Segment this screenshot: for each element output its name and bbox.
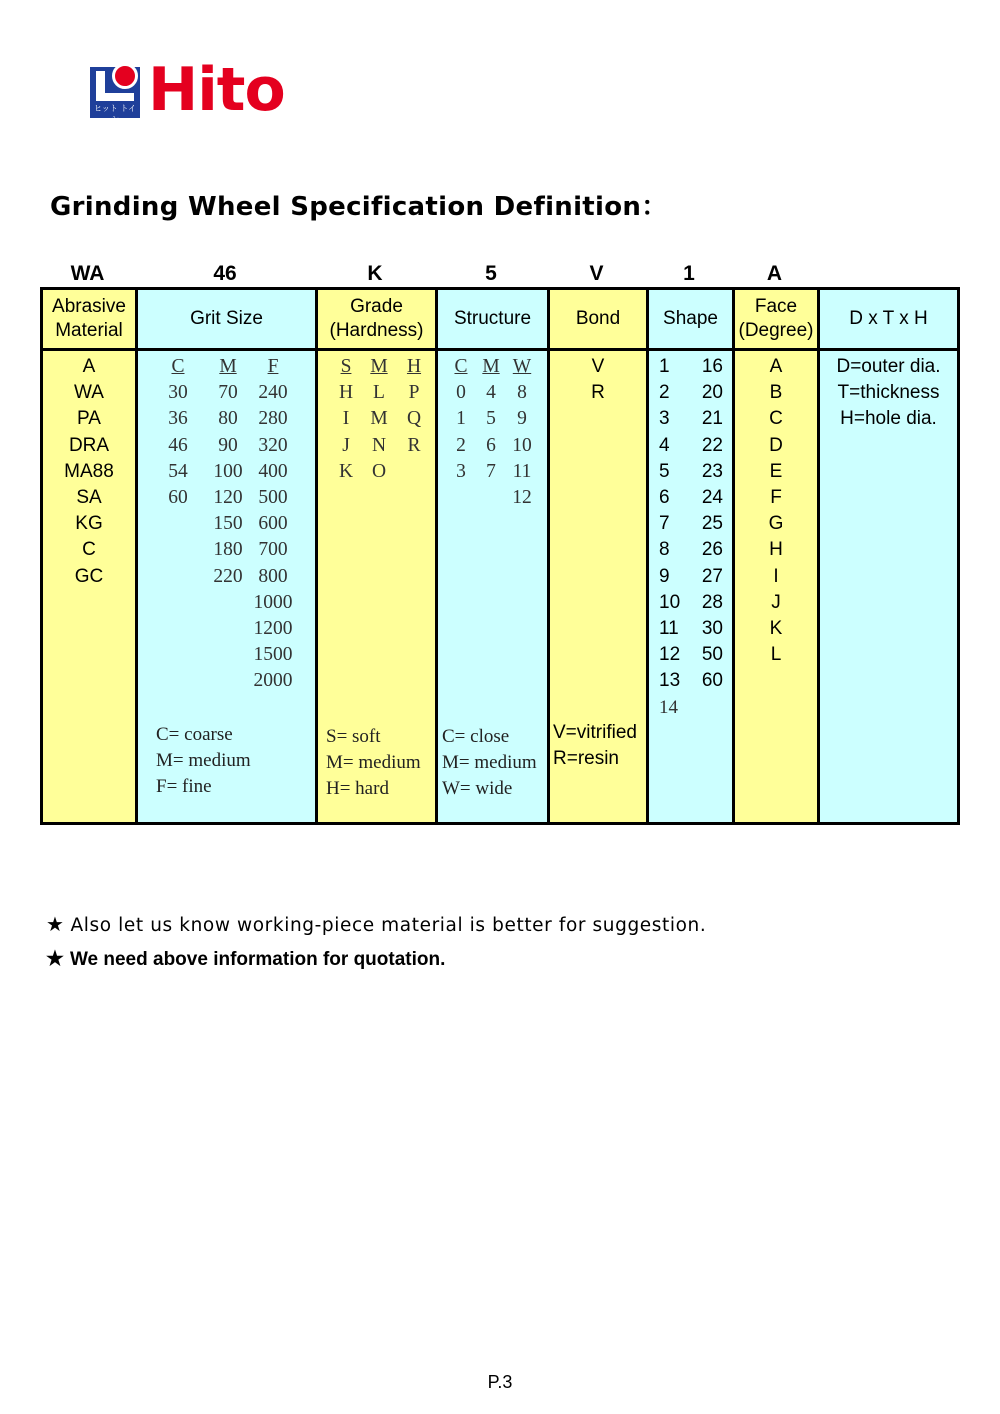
list-item: 3 [456, 460, 466, 482]
list-item: 2 [456, 434, 466, 456]
hito-logo [90, 55, 285, 125]
list-item: M [370, 408, 388, 430]
spec-codes [40, 262, 960, 286]
list-item: 13 [659, 670, 681, 692]
list-item: 6 [659, 487, 670, 509]
list-item: 12 [659, 644, 681, 666]
bond-list [550, 354, 646, 406]
list-item: 6 [486, 434, 496, 456]
column-head: M [219, 356, 237, 377]
list-item: E [769, 460, 783, 482]
bond-legend [553, 720, 637, 772]
list-item: C= close [442, 726, 510, 747]
code-grit: 46 [213, 262, 237, 285]
list-item: S= soft [326, 726, 381, 747]
list-item: 1000 [253, 591, 293, 613]
list-item: PA [77, 408, 101, 430]
list-item: 3 [659, 408, 670, 430]
list-item: 11 [659, 618, 679, 640]
column-head: C [454, 356, 468, 377]
col-face [735, 290, 820, 822]
list-item: V [591, 356, 605, 377]
star-icon: ★ [46, 912, 65, 936]
list-item: K [769, 618, 783, 640]
list-item: H=hole dia. [840, 408, 937, 430]
list-item: J [342, 434, 350, 456]
list-item: 20 [701, 382, 723, 404]
list-item: 28 [701, 591, 723, 613]
column-head: H [406, 356, 422, 377]
header-dimensions: D x T x H [820, 290, 957, 351]
list-item: D [769, 434, 783, 456]
list-item: MA88 [64, 460, 114, 482]
col-dimensions [820, 290, 957, 822]
list-item: R [407, 434, 421, 456]
list-item: G [768, 513, 784, 535]
list-item: 150 [213, 513, 243, 535]
list-item: 4 [659, 434, 670, 456]
col-structure [438, 290, 550, 822]
structure-medium-column [480, 354, 502, 485]
list-item: 16 [701, 356, 723, 377]
list-item: 800 [258, 565, 288, 587]
list-item: 25 [701, 513, 723, 535]
list-item: 1 [659, 356, 670, 377]
list-item: B [769, 382, 783, 404]
page-title: Grinding Wheel Specification Definition： [50, 192, 668, 222]
list-item: L [770, 644, 782, 666]
list-item: L [373, 382, 385, 404]
list-item: 400 [258, 460, 288, 482]
column-head: M [482, 356, 500, 377]
note-suggestion: ★ Also let us know working-piece material is better for suggestion. [46, 912, 707, 936]
list-item: 60 [701, 670, 723, 692]
grade-legend [326, 724, 421, 802]
list-item: O [371, 460, 387, 482]
list-item: 220 [213, 565, 243, 587]
list-item: M= medium [156, 750, 251, 771]
list-item: 5 [659, 460, 670, 482]
header-structure: Structure [438, 290, 547, 351]
list-item: 8 [517, 382, 527, 404]
list-item: 10 [659, 591, 681, 613]
list-item: 7 [659, 513, 670, 535]
dimensions-list [820, 354, 957, 433]
list-item: 22 [701, 434, 723, 456]
list-item: 2 [659, 382, 670, 404]
grade-soft-column [335, 354, 357, 485]
list-item: 4 [486, 382, 496, 404]
list-item: 9 [659, 565, 670, 587]
grit-coarse-column [163, 354, 193, 511]
structure-close-column [450, 354, 472, 485]
shape-column-2 [693, 354, 723, 695]
list-item: 30 [168, 382, 188, 404]
col-grit [138, 290, 318, 822]
logo-kana: ヒット トイシ [94, 103, 136, 124]
grit-fine-column [253, 354, 293, 695]
list-item: 30 [701, 618, 723, 640]
column-head: F [267, 356, 279, 377]
header-abrasive: Abrasive Material [43, 290, 135, 351]
header-face: Face (Degree) [735, 290, 817, 351]
list-item: 1500 [253, 644, 293, 666]
list-item: M= medium [442, 752, 537, 773]
list-item: 46 [168, 434, 188, 456]
list-item: C [769, 408, 783, 430]
list-item: 27 [701, 565, 723, 587]
list-item: 280 [258, 408, 288, 430]
list-item: 600 [258, 513, 288, 535]
list-item: 700 [258, 539, 288, 561]
code-grade: K [367, 262, 383, 285]
list-item: P [408, 382, 420, 404]
list-item: 23 [701, 460, 723, 482]
list-item: R [591, 382, 605, 404]
list-item: Q [406, 408, 422, 430]
list-item: H= hard [326, 778, 389, 799]
col-grade [318, 290, 438, 822]
list-item: KG [75, 513, 103, 535]
list-item: 14 [659, 696, 678, 718]
list-item: 60 [168, 487, 188, 509]
list-item: 12 [512, 487, 532, 509]
list-item: 24 [701, 487, 723, 509]
list-item: H [338, 382, 354, 404]
column-head: C [171, 356, 185, 377]
list-item: A [769, 356, 783, 377]
list-item: 90 [218, 434, 238, 456]
hito-logo-mark [90, 63, 140, 124]
list-item: N [371, 434, 387, 456]
abrasive-list [43, 354, 135, 590]
list-item: 7 [486, 460, 496, 482]
code-face: A [766, 262, 783, 285]
list-item: F [770, 487, 782, 509]
list-item: 26 [701, 539, 723, 561]
list-item: M= medium [326, 752, 421, 773]
list-item: J [771, 591, 781, 613]
code-shape: 1 [683, 262, 695, 285]
structure-wide-column [508, 354, 536, 511]
code-structure: 5 [485, 262, 497, 285]
code-bond: V [589, 262, 604, 285]
list-item: I [342, 408, 350, 430]
header-shape: Shape [649, 290, 732, 351]
list-item: 50 [701, 644, 723, 666]
list-item: K [338, 460, 354, 482]
list-item: 36 [168, 408, 188, 430]
notes [46, 912, 706, 971]
grade-hard-column [403, 354, 425, 459]
list-item: 0 [456, 382, 466, 404]
code-abrasive: WA [70, 262, 105, 285]
col-bond [550, 290, 649, 822]
note-quotation: ★ We need above information for quotation. [46, 948, 446, 970]
list-item: 70 [218, 382, 238, 404]
list-item: WA [74, 382, 104, 404]
list-item: 21 [701, 408, 723, 430]
list-item: 1200 [253, 618, 293, 640]
list-item: 320 [258, 434, 288, 456]
structure-legend [442, 724, 537, 802]
list-item: 11 [512, 460, 532, 482]
list-item: F= fine [156, 776, 212, 797]
list-item: 10 [512, 434, 532, 456]
list-item: T=thickness [837, 382, 940, 404]
page-number: P.3 [487, 1372, 513, 1392]
list-item: SA [76, 487, 102, 509]
star-icon: ★ [46, 948, 64, 970]
header-grade: Grade (Hardness) [318, 290, 435, 351]
list-item: 1 [456, 408, 466, 430]
list-item: W= wide [442, 778, 513, 799]
list-item: GC [74, 565, 104, 587]
list-item: 240 [258, 382, 288, 404]
list-item: 8 [659, 539, 670, 561]
column-head: S [340, 356, 352, 377]
header-grit: Grit Size [138, 290, 315, 351]
list-item: 100 [213, 460, 243, 482]
list-item: DRA [68, 434, 110, 456]
grit-medium-column [208, 354, 248, 590]
grade-medium-column [368, 354, 390, 485]
list-item: 5 [486, 408, 496, 430]
col-shape [649, 290, 735, 822]
column-head: M [370, 356, 388, 377]
list-item: A [82, 356, 96, 377]
shape-column-1 [659, 354, 687, 721]
list-item: 9 [517, 408, 527, 430]
list-item: 54 [168, 460, 188, 482]
list-item: 2000 [253, 670, 293, 692]
grit-legend [156, 722, 251, 800]
list-item: D=outer dia. [836, 356, 941, 377]
column-head: W [512, 356, 532, 377]
list-item: 80 [218, 408, 238, 430]
list-item: V=vitrified [553, 722, 637, 743]
face-list [735, 354, 817, 668]
list-item: 180 [213, 539, 243, 561]
list-item: H [769, 539, 783, 561]
header-bond: Bond [550, 290, 646, 351]
list-item: C= coarse [156, 724, 233, 745]
list-item: R=resin [553, 748, 619, 769]
spec-table [40, 287, 960, 825]
list-item: 500 [258, 487, 288, 509]
list-item: I [773, 565, 779, 587]
col-abrasive [43, 290, 138, 822]
list-item: 120 [213, 487, 243, 509]
logo-text: Hito [148, 55, 285, 125]
list-item: C [82, 539, 96, 561]
